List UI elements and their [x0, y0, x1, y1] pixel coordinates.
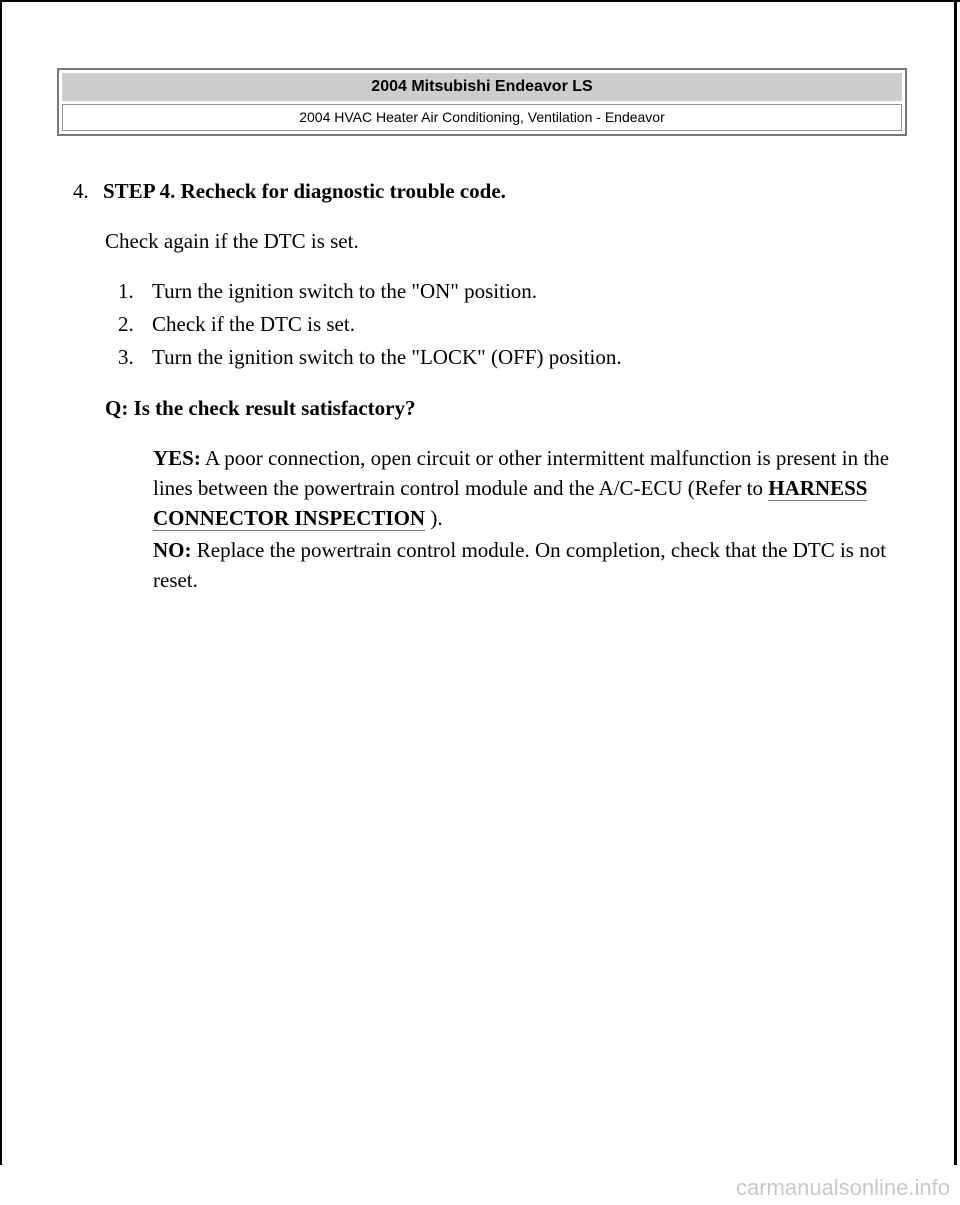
- answer-no: [153, 535, 893, 595]
- substep-text: Turn the ignition switch to the "LOCK" (OFF) position.: [152, 345, 622, 369]
- substep-text: Turn the ignition switch to the "ON" position.: [152, 279, 538, 303]
- no-label: NO:: [153, 538, 192, 562]
- question: Q: Is the check result satisfactory?: [105, 396, 416, 420]
- intro-paragraph: Check again if the DTC is set.: [105, 229, 359, 253]
- page-frame-left: [0, 0, 2, 1165]
- document-header: [57, 68, 907, 136]
- answer-yes: [153, 443, 893, 533]
- substep-number: 3.: [118, 345, 134, 369]
- header-subtitle: 2004 HVAC Heater Air Conditioning, Ventilation - Endeavor: [62, 104, 902, 131]
- substep-item: [118, 276, 537, 306]
- yes-tail: ).: [425, 506, 443, 530]
- step-number: 4.: [73, 179, 89, 203]
- yes-label: YES:: [153, 446, 201, 470]
- substep-item: [118, 342, 622, 372]
- harness-connector-inspection-link[interactable]: HARNESS CONNECTOR INSPECTION: [153, 476, 868, 530]
- no-text: Replace the powertrain control module. On completion, check that the DTC is not reset.: [153, 538, 887, 592]
- substep-text: Check if the DTC is set.: [152, 312, 355, 336]
- watermark: carmanualsonline.info: [735, 1175, 950, 1200]
- yes-text: A poor connection, open circuit or other intermittent malfunction is present in the lines between the powertrain control module and the A/C-ECU (Refer to: [153, 446, 890, 500]
- step-heading: [73, 176, 506, 206]
- page-frame-top: [0, 0, 960, 2]
- substep-item: [118, 309, 355, 339]
- substep-number: 1.: [118, 279, 134, 303]
- header-title: 2004 Mitsubishi Endeavor LS: [62, 73, 902, 101]
- page-frame-right: [954, 0, 957, 1165]
- step-title: STEP 4. Recheck for diagnostic trouble code.: [103, 179, 506, 203]
- substep-number: 2.: [118, 312, 134, 336]
